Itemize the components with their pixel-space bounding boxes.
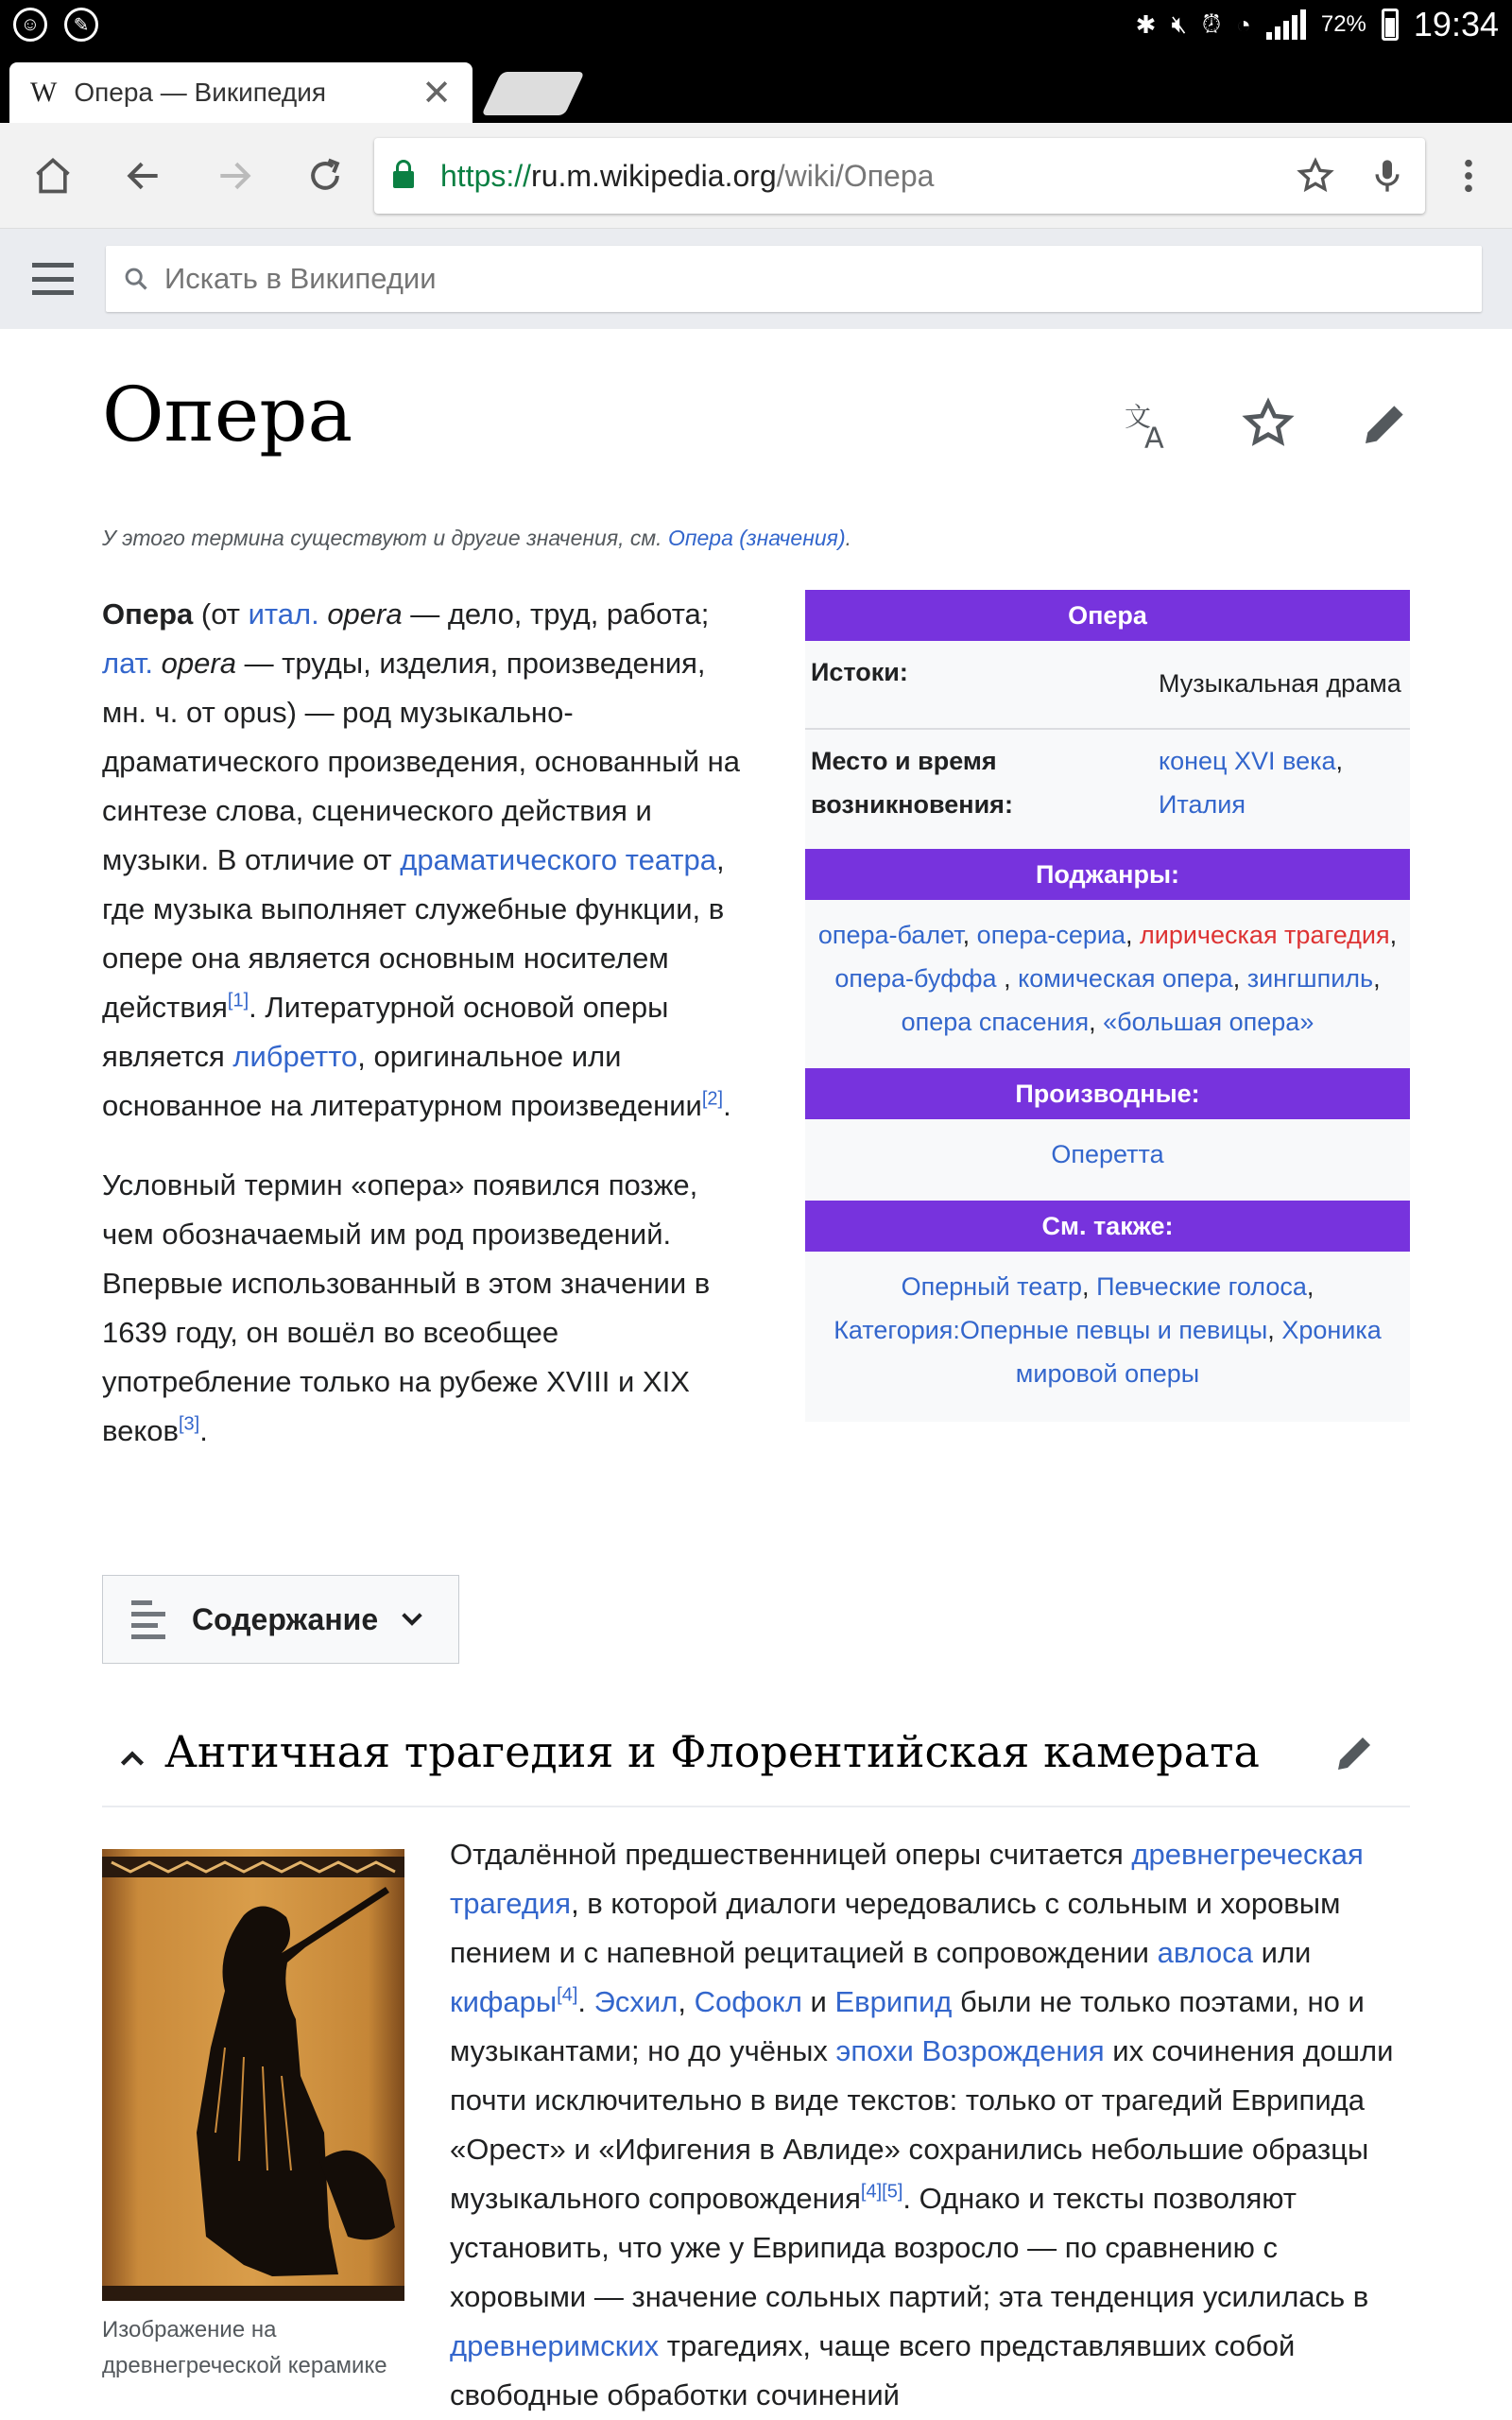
microphone-icon[interactable] [1368, 157, 1406, 195]
link-ancient-roman[interactable]: древнеримских [450, 2329, 660, 2362]
text: (от [193, 597, 249, 631]
link-aulos[interactable]: авлоса [1157, 1936, 1254, 1969]
infobox-derivatives-header: Производные: [805, 1068, 1410, 1119]
link-subgenre[interactable]: опера-балет [817, 921, 963, 949]
signal-icon [1266, 9, 1306, 40]
home-button[interactable] [23, 146, 83, 206]
section-paragraph [450, 1830, 1414, 2420]
link-drama-theatre[interactable]: драматического театра [400, 843, 717, 876]
link-see-also[interactable]: Оперный театр [901, 1272, 1083, 1301]
tab-close-icon[interactable]: ✕ [421, 73, 452, 113]
text: . [723, 1089, 731, 1122]
text: Условный термин «опера» появился позже, чем обозначаемый им род произведений. Впервые использованный в этом значении в 1639 году, он вошёл во всеобщее употребление только на рубеже XVIII и XIX веков [102, 1168, 711, 1447]
notification-edit-icon: ✎ [64, 8, 98, 42]
tab-title: Опера — Википедия [74, 78, 327, 107]
reload-icon [304, 155, 346, 197]
home-icon [32, 155, 74, 197]
svg-text:A: A [1144, 422, 1164, 450]
wikipedia-favicon-icon: W [30, 77, 58, 108]
browser-toolbar [0, 123, 1512, 229]
infobox-row-origins [805, 641, 1410, 730]
text: , [1306, 1272, 1314, 1301]
text: были не только поэтами, но и музыкантами; но до учёных [450, 1985, 1365, 2067]
link-sophocles[interactable]: Софокл [694, 1985, 802, 2018]
search-icon [123, 266, 149, 292]
link-see-also[interactable]: Певческие голоса [1096, 1272, 1307, 1301]
link-latin[interactable]: лат. [102, 647, 154, 680]
infobox-subgenres-header: Поджанры: [805, 849, 1410, 900]
text: Отдалённой предшественницей оперы считается [450, 1838, 1132, 1871]
infobox-seealso [805, 1252, 1410, 1422]
link-kithara[interactable]: кифары [450, 1985, 558, 2018]
language-translate-icon[interactable] [1125, 397, 1177, 450]
watch-star-icon[interactable] [1242, 397, 1295, 450]
alarm-icon: ⏰︎ [1201, 9, 1222, 38]
page-title: Опера [102, 371, 353, 458]
reference-link[interactable]: [5] [882, 2181, 903, 2203]
lead-paragraph-2 [102, 1161, 745, 1456]
more-vertical-icon [1463, 157, 1474, 195]
aulos-player-illustration [102, 1849, 404, 2301]
text: и [801, 1985, 835, 2018]
link-greek-tragedy[interactable]: древнегреческая трагедия [450, 1838, 1364, 1920]
text: . [577, 1985, 594, 2018]
infobox-seealso-header: См. также: [805, 1201, 1410, 1252]
text: , [1232, 964, 1247, 993]
reference-link[interactable]: [2] [701, 1088, 724, 1110]
bookmark-star-icon[interactable] [1297, 157, 1334, 195]
text: — труды, изделия, произведения, мн. ч. от opus) — род музыкально-драматического произведения, основанный на синтезе слова, сценического действия и музыки. В отличие от [102, 647, 741, 876]
url-scheme: https:// [440, 158, 532, 193]
status-bar [0, 0, 1512, 49]
text: или [1253, 1936, 1312, 1969]
link-aeschylus[interactable]: Эсхил [593, 1985, 679, 2018]
link-subgenre-missing[interactable]: лирическая трагедия [1140, 921, 1390, 949]
link-libretto[interactable]: либретто [232, 1040, 358, 1073]
text: — дело, труд, работа; [402, 597, 710, 631]
toc-label: Содержание [192, 1601, 379, 1636]
clock: 19:34 [1413, 5, 1499, 43]
link-see-also[interactable]: Хроника мировой оперы [1015, 1316, 1382, 1388]
text: трагедиях, чаще всего представлявших собой свободные обработки сочинений [450, 2329, 1296, 2411]
hatnote [102, 526, 851, 551]
section-heading[interactable] [102, 1720, 1410, 1807]
new-tab-button[interactable] [481, 72, 584, 115]
text: . Однако и тексты позволяют установить, что уже у Еврипида возросло — по сравнению с хоровыми — значение сольных партий; эта тенденция усилилась в [450, 2182, 1369, 2313]
link-subgenre[interactable]: комическая опера [1018, 964, 1233, 993]
link-see-also[interactable]: Категория:Оперные певцы и певицы [833, 1316, 1268, 1344]
wiki-header [0, 229, 1512, 329]
text: , оригинальное или основанное на литературном произведении [102, 1040, 702, 1122]
text: , [962, 921, 977, 949]
chevron-down-icon [397, 1604, 427, 1634]
text: , [996, 964, 1019, 993]
section-thumbnail[interactable] [102, 1849, 404, 2384]
text: , [1125, 921, 1140, 949]
lead-bold-term: Опера [102, 597, 194, 631]
thumbnail-caption: Изображение на древнегреческой керамике [102, 2317, 387, 2378]
link-subgenre[interactable]: «большая опера» [1103, 1008, 1314, 1036]
text: , [1389, 921, 1398, 949]
infobox-label: Истоки: [811, 658, 908, 686]
search-box[interactable] [106, 246, 1482, 312]
tab-active[interactable] [9, 62, 472, 123]
infobox-value: Музыкальная драма [1159, 669, 1401, 698]
infobox-row-place [805, 730, 1410, 849]
browser-menu-button[interactable] [1438, 146, 1499, 206]
infobox [805, 590, 1410, 1422]
reload-button[interactable] [295, 146, 355, 206]
chevron-up-icon[interactable] [115, 1741, 149, 1775]
reference-link[interactable]: [1] [227, 990, 249, 1011]
infobox-derivatives [805, 1119, 1410, 1201]
back-button[interactable] [113, 146, 174, 206]
url-host: ru.m.wikipedia.org [531, 158, 777, 193]
link-italian[interactable]: итал. [248, 597, 319, 631]
battery-percent: 72% [1320, 11, 1366, 37]
reference-link[interactable]: [3] [178, 1413, 200, 1435]
link-renaissance[interactable]: эпохи Возрождения [835, 2034, 1105, 2067]
hatnote-link[interactable]: Опера (значения) [667, 526, 846, 550]
back-arrow-icon [123, 155, 164, 197]
section-title: Античная трагедия и Флорентийская камерата [164, 1726, 1260, 1777]
search-input[interactable] [164, 262, 1482, 296]
svg-text:文: 文 [1125, 401, 1152, 433]
link-subgenre[interactable]: опера-сериа [976, 921, 1125, 949]
infobox-subgenres [805, 900, 1410, 1068]
link-operetta[interactable]: Оперетта [1051, 1140, 1164, 1168]
section-edit-pencil-icon[interactable] [1332, 1730, 1378, 1775]
text: . [199, 1414, 208, 1447]
table-of-contents-button[interactable] [102, 1575, 459, 1664]
text: , [1267, 1316, 1282, 1344]
battery-icon [1382, 9, 1399, 41]
hamburger-menu-icon[interactable] [32, 263, 74, 295]
reference-link[interactable]: [4] [557, 1984, 578, 2006]
lead-paragraph-1 [102, 590, 745, 1131]
wifi-icon: ◔ [1236, 9, 1251, 39]
toc-list-icon [131, 1600, 165, 1639]
link-subgenre[interactable]: зингшпиль [1246, 964, 1374, 993]
text: , в которой диалоги чередовались с сольным и хоровым пением и с напевной рецитацией в сопровождении [450, 1887, 1341, 1969]
greek-ceramic-image[interactable] [102, 1849, 404, 2301]
text: их сочинения дошли почти исключительно в виде текстов: только от трагедий Еврипида «Орест» и «Ифигения в Авлиде» сохранились небольшие образцы музыкального сопровождения [450, 2034, 1394, 2215]
link-16th-century[interactable]: конец XVI века [1159, 747, 1336, 775]
forward-arrow-icon [214, 155, 255, 197]
link-subgenre[interactable]: опера спасения [901, 1008, 1090, 1036]
text: , [1335, 747, 1344, 775]
forward-button[interactable] [204, 146, 265, 206]
text [153, 647, 162, 680]
notification-app-icon: ☺ [13, 8, 47, 42]
edit-pencil-icon[interactable] [1359, 397, 1412, 450]
infobox-label: Место и время возникновения: [811, 747, 1013, 819]
link-italy[interactable]: Италия [1159, 790, 1246, 819]
link-subgenre[interactable]: опера-буффа [834, 964, 997, 993]
text: . Литературной основой оперы является [102, 991, 669, 1073]
address-bar[interactable] [374, 138, 1425, 214]
secure-lock-icon [393, 171, 414, 188]
text: , [678, 1985, 695, 2018]
lead-section [102, 590, 745, 1486]
infobox-value [1159, 739, 1404, 826]
infobox-title: Опера [805, 590, 1410, 641]
reference-link[interactable]: [4] [860, 2181, 883, 2203]
hatnote-text: У этого термина существуют и другие значения, см. [102, 526, 668, 550]
tab-strip [0, 49, 1512, 123]
text: , [1089, 1008, 1104, 1036]
link-euripides[interactable]: Еврипид [834, 1985, 953, 2018]
text: , [1373, 964, 1381, 993]
url-path: /wiki/Опера [776, 158, 935, 193]
hatnote-end: . [845, 526, 851, 550]
text: , где музыка выполняет служебные функции, в опере она является основным носителем действия [102, 843, 725, 1024]
italic-term: opera [327, 597, 403, 631]
text: , [1082, 1272, 1097, 1301]
bluetooth-icon: ✱ [1135, 9, 1157, 39]
url-text[interactable] [440, 159, 1297, 194]
mute-icon: 🔇︎ [1171, 9, 1187, 38]
italic-term: opera [161, 647, 236, 680]
